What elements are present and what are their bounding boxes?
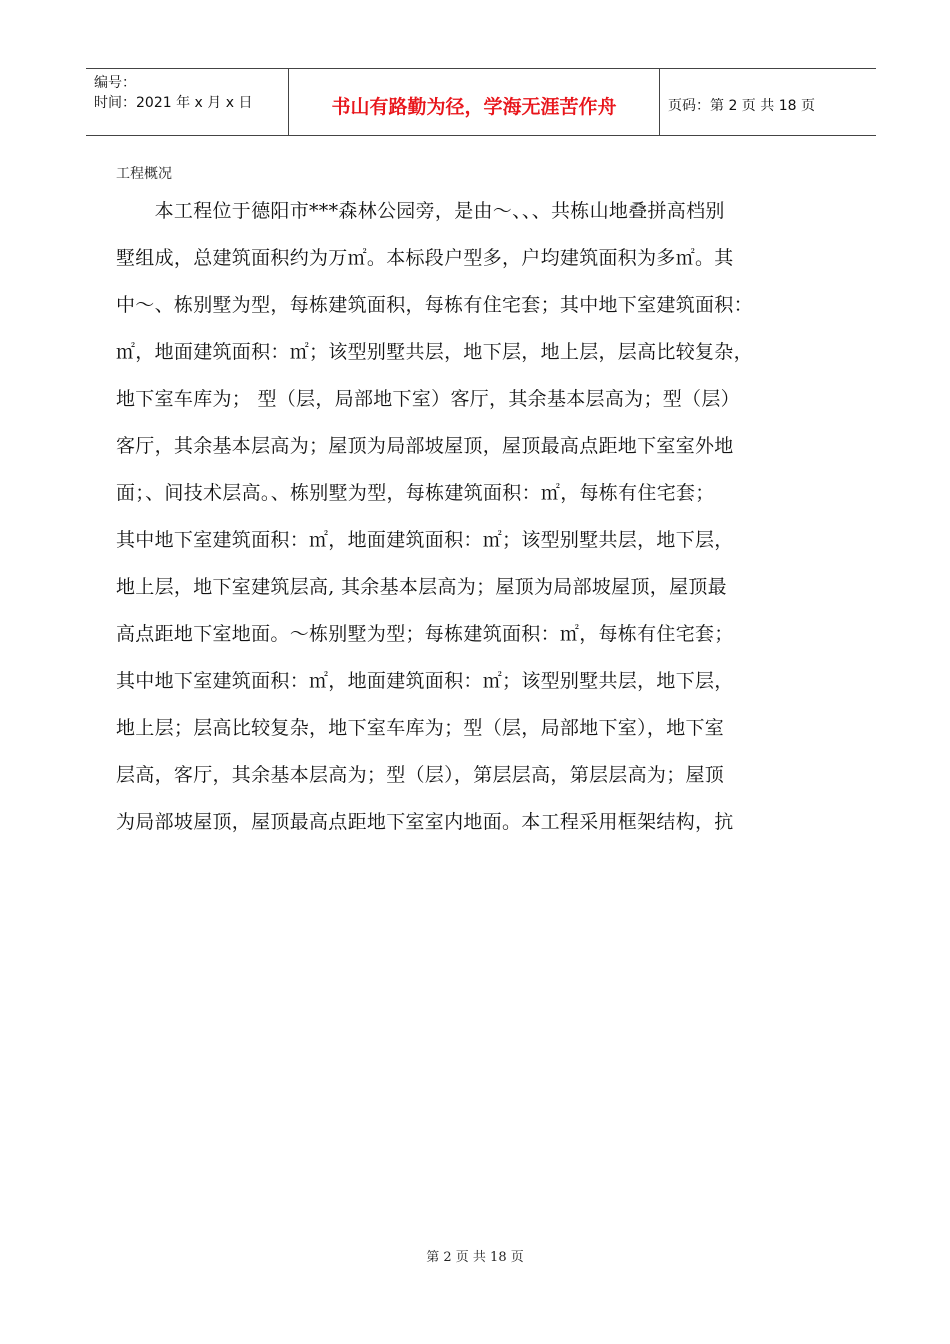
body-line: 层高，客厅，其余基本层高为；型（层），第层层高，第层层高为；屋顶 [116,764,725,786]
section-title: 工程概况 [116,166,172,182]
body-line: 中～、栋别墅为型，每栋建筑面积，每栋有住宅套；其中地下室建筑面积： [116,294,753,316]
document-time-label: 时间：2021 年 x 月 x 日 [94,95,253,111]
body-text [116,188,852,846]
document-number-label: 编号： [94,75,136,91]
body-line: 高点距地下室地面。～栋别墅为型；每栋建筑面积：㎡，每栋有住宅套； [116,623,734,645]
body-line: 本工程位于德阳市***森林公园旁，是由～、、、共栋山地叠拼高档别 [116,200,725,222]
body-line: 面；、间技术层高。、栋别墅为型，每栋建筑面积：㎡，每栋有住宅套； [116,482,715,504]
body-line: 客厅，其余基本层高为；屋顶为局部坡屋顶，屋顶最高点距地下室室外地 [116,435,734,457]
page-footer: 第 2 页 共 18 页 [426,1250,524,1265]
body-line: 其中地下室建筑面积：㎡，地面建筑面积：㎡；该型别墅共层，地下层， [116,529,734,551]
page-header [86,68,876,136]
body-line: 地上层；层高比较复杂，地下室车库为；型（层，局部地下室），地下室 [116,717,725,739]
header-motto: 书山有路勤为径，学海无涯苦作舟 [288,69,660,135]
body-line: 墅组成，总建筑面积约为万㎡。本标段户型多，户均建筑面积为多㎡。其 [116,247,734,269]
body-line: 其中地下室建筑面积：㎡，地面建筑面积：㎡；该型别墅共层，地下层， [116,670,734,692]
body-line: 地上层，地下室建筑层高, 其余基本层高为；屋顶为局部坡屋顶，屋顶最 [116,576,727,598]
body-line: 地下室车库为； 型（层，局部地下室）客厅，其余基本层高为；型（层） [116,388,740,410]
header-page-label: 页码：第 2 页 共 18 页 [668,98,815,114]
body-line: ㎡，地面建筑面积：㎡；该型别墅共层，地下层，地上层，层高比较复杂， [116,341,753,363]
body-line: 为局部坡屋顶，屋顶最高点距地下室室内地面。本工程采用框架结构，抗 [116,811,734,833]
header-meta [86,69,288,135]
